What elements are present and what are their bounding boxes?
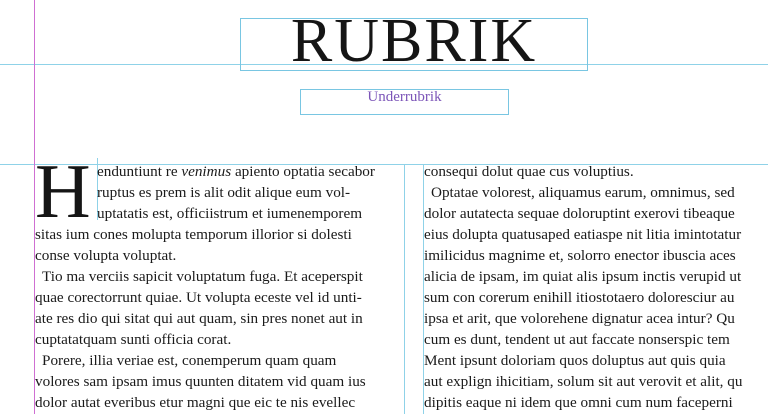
- body-text-frame-left[interactable]: [35, 161, 388, 413]
- text-line: cum es dunt, tendent ut aut faccate nonserspic tem: [424, 331, 730, 348]
- text-line: enduntiunt re venimus apiento optatia secabor: [97, 163, 375, 180]
- page-subtitle: Underrubrik: [367, 89, 442, 105]
- text-line: quae corectorrunt quiae. Ut volupta eceste vel id unti-: [35, 289, 362, 306]
- text-line: volores sam ipsam imus quunten ditatem vid quam ius: [35, 373, 366, 390]
- text-line: Optatae volorest, aliquamus earum, omnimus, sed: [431, 184, 735, 201]
- text-line: Porere, illia veriae est, conemperum quam quam: [42, 352, 337, 369]
- text-line: sum con corerum enihill itiostotaero doloresciur au: [424, 289, 735, 306]
- text-line: dipitis eaque ni idem que omni cum num faceperni: [424, 394, 733, 411]
- text-line: ate res dio qui sitat qui aut quam, sin pres nonet aut in: [35, 310, 363, 327]
- text-line: dolor autat everibus etur magni que eic te nis evellec: [35, 394, 356, 411]
- text-line: sitas ium cones molupta temporum illorior si dolesti: [35, 226, 352, 243]
- text-line: alicia de ipsam, im quiat alis ipsum inctis verupid ut: [424, 268, 742, 285]
- text-line: Tio ma verciis sapicit voluptatum fuga. Et aceperspit: [42, 268, 363, 285]
- body-text-frame-right[interactable]: [424, 161, 768, 413]
- text-line: consequi dolut quae cus voluptius.: [424, 163, 634, 180]
- column-guide[interactable]: [404, 164, 405, 414]
- text-line: conse volupta voluptat.: [35, 247, 177, 264]
- drop-cap: H: [35, 148, 91, 234]
- text-line: ruptus es prem is alit odit alique eum vol-: [97, 184, 351, 201]
- text-line: Ment ipsunt doloriam quos doluptus aut quis quia: [424, 352, 726, 369]
- text-line: aut explign ihicitiam, solum sit aut verovit et alit, qu: [424, 373, 743, 390]
- text-line: dolor autatecta sequae doloruptint exerovi tibeaque: [424, 205, 735, 222]
- text-line: cuptatatquam sunti officia corat.: [35, 331, 232, 348]
- text-line: eius dolupta quatusaped eatiaspe nit litia imintotatur: [424, 226, 742, 243]
- text-line: ipsa et arit, que volorehene dignatur acea intur? Qu: [424, 310, 735, 327]
- page-title: RUBRIK: [290, 7, 538, 75]
- text-line: uptatatis est, officiistrum et iumenemporem: [97, 205, 363, 222]
- text-line: imilicidus magnime et, solorro enector ibuscia aces: [424, 247, 736, 264]
